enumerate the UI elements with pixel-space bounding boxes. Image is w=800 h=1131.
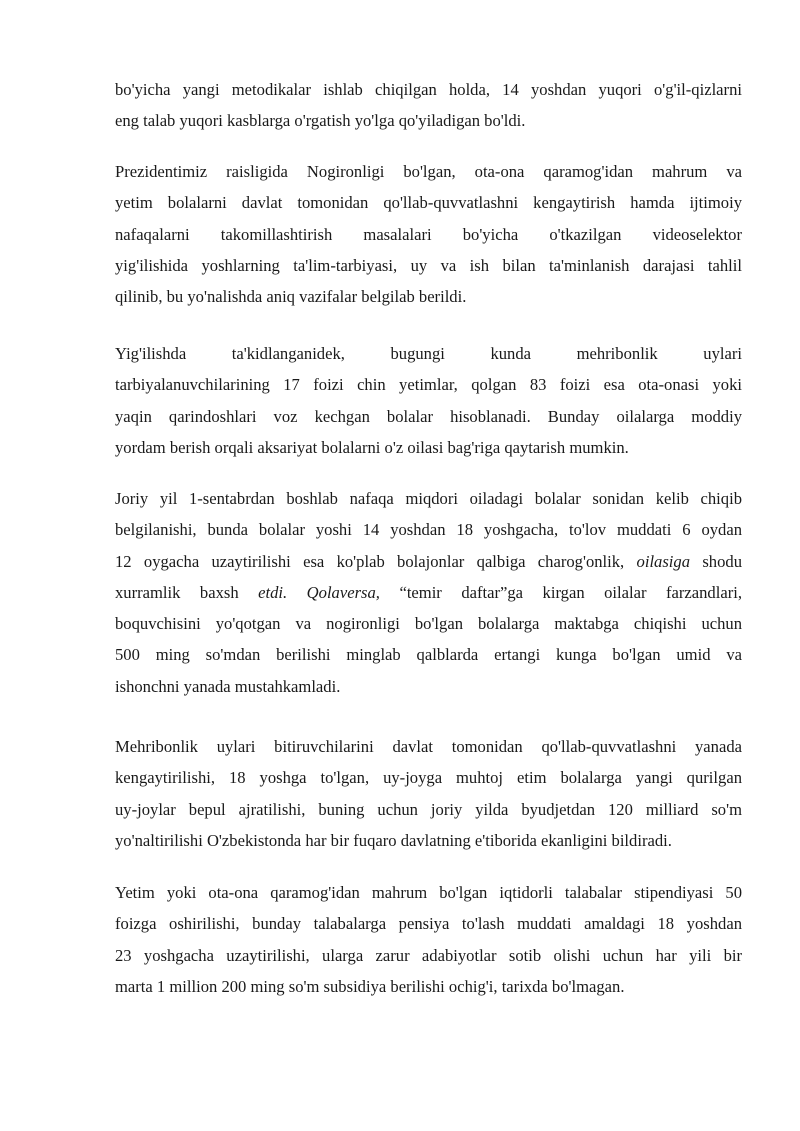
text-line: Prezidentimiz raisligida Nogironligi bo'lgan, ota-ona qaramog'idan mahrum va xyxy=(115,162,742,181)
text-line: yig'ilishida yoshlarning ta'lim-tarbiyasi, uy va ish bilan ta'minlanish darajasi tahlil xyxy=(115,255,742,275)
text-line: ishonchni yanada mustahkamladi. xyxy=(115,676,341,696)
text-line: uy-joylar bepul ajratilishi, buning uchun joriy yilda byudjetdan 120 milliard so'm xyxy=(115,799,742,819)
paragraph-6 xyxy=(115,877,742,1002)
text-line: yaqin qarindoshlari voz kechgan bolalar hisoblanadi. Bunday oilalarga moddiy xyxy=(115,406,742,426)
text-line: Joriy yil 1-sentabrdan boshlab nafaqa miqdori oiladagi bolalar sonidan kelib chiqib xyxy=(115,489,742,508)
text-line: 23 yoshgacha uzaytirilishi, ularga zarur adabiyotlar sotib olishi uchun har yili bir xyxy=(115,945,742,965)
paragraph-2 xyxy=(115,156,742,312)
text-line: belgilanishi, bunda bolalar yoshi 14 yoshdan 18 yoshgacha, to'lov muddati 6 oydan xyxy=(115,520,742,540)
italic-text: etdi. Qolaversa, xyxy=(258,582,380,602)
paragraph-5 xyxy=(115,731,742,856)
text-line: boquvchisini yo'qotgan va nogironligi bo'lgan bolalarga maktabga chiqishi uchun xyxy=(115,614,742,634)
text-line: eng talab yuqori kasblarga o'rgatish yo'lga qo'yiladigan bo'ldi. xyxy=(115,111,526,131)
text-run: xurramlik baxsh xyxy=(115,582,239,602)
text-line xyxy=(115,546,742,577)
text-line: kengaytirilishi, 18 yoshga to'lgan, uy-joyga muhtoj etim bolalarga yangi qurilgan xyxy=(115,768,742,788)
text-line: qilinib, bu yo'nalishda aniq vazifalar belgilab berildi. xyxy=(115,287,467,307)
text-line: Yetim yoki ota-ona qaramog'idan mahrum bo'lgan iqtidorli talabalar stipendiyasi 50 xyxy=(115,883,742,902)
text-run: “temir daftar”ga kirgan oilalar farzandlari, xyxy=(399,582,742,602)
text-line: yetim bolalarni davlat tomonidan qo'llab-quvvatlashni kengaytirish hamda ijtimoiy xyxy=(115,193,742,213)
italic-text: oilasiga xyxy=(636,551,691,571)
text-run: 12 oygacha uzaytirilishi esa ko'plab bolajonlar qalbiga charog'onlik, xyxy=(115,551,625,571)
text-line: Mehribonlik uylari bitiruvchilarini davlat tomonidan qo'llab-quvvatlashni yanada xyxy=(115,737,742,756)
text-line: bo'yicha yangi metodikalar ishlab chiqilgan holda, 14 yoshdan yuqori o'g'il-qizlarni xyxy=(115,80,742,99)
text-run: shodu xyxy=(702,551,742,571)
text-line: nafaqalarni takomillashtirish masalalari bo'yicha o'tkazilgan videoselektor xyxy=(115,224,742,244)
text-line: yordam berish orqali aksariyat bolalarni o'z oilasi bag'riga qaytarish mumkin. xyxy=(115,437,629,457)
text-line: Yig'ilishda ta'kidlanganidek, bugungi kunda mehribonlik uylari xyxy=(115,344,742,363)
text-line: 500 ming so'mdan berilishi minglab qalblarda ertangi kunga bo'lgan umid va xyxy=(115,645,742,665)
paragraph-1 xyxy=(115,74,742,137)
text-line: marta 1 million 200 ming so'm subsidiya berilishi ochig'i, tarixda bo'lmagan. xyxy=(115,976,625,996)
text-line xyxy=(115,577,742,608)
paragraph-3 xyxy=(115,338,742,463)
text-line: foizga oshirilishi, bunday talabalarga pensiya to'lash muddati amaldagi 18 yoshdan xyxy=(115,914,742,934)
text-line: yo'naltirilishi O'zbekistonda har bir fuqaro davlatning e'tiborida ekanligini bildiradi. xyxy=(115,830,672,850)
text-line: tarbiyalanuvchilarining 17 foizi chin yetimlar, qolgan 83 foizi esa ota-onasi yoki xyxy=(115,375,742,395)
paragraph-4 xyxy=(115,483,742,702)
